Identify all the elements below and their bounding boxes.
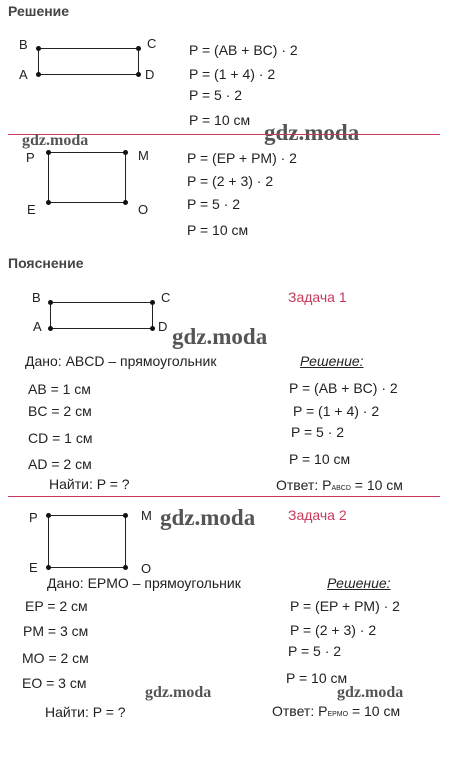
vertex-label-b: B bbox=[32, 290, 41, 305]
watermark: gdz.moda bbox=[22, 132, 89, 149]
formula-line: P = 5 · 2 bbox=[187, 196, 241, 212]
solution-step: P = 10 см bbox=[286, 670, 348, 686]
vertex-label-d: D bbox=[145, 67, 155, 82]
vertex-label-a: A bbox=[19, 67, 28, 82]
formula-line: P = 10 см bbox=[189, 112, 251, 128]
separator-line bbox=[8, 496, 440, 497]
solution-step: P = 5 · 2 bbox=[288, 643, 342, 659]
find-text: Найти: P = ? bbox=[49, 476, 130, 492]
formula-line: P = 10 см bbox=[187, 222, 249, 238]
watermark: gdz.moda bbox=[264, 120, 360, 145]
answer-text: Ответ: PEPMO = 10 см bbox=[272, 703, 401, 719]
given-text: Дано: ABCD – прямоугольник bbox=[25, 353, 217, 369]
vertex-label-o: O bbox=[138, 202, 149, 217]
given-value: AD = 2 см bbox=[28, 456, 92, 472]
vertex-label-e: E bbox=[29, 560, 38, 575]
solution-step: P = (EP + PM) · 2 bbox=[290, 598, 400, 614]
formula-line: P = (AB + BC) · 2 bbox=[189, 42, 298, 58]
vertex-label-m: M bbox=[138, 148, 149, 163]
watermark: gdz.moda bbox=[172, 324, 268, 349]
vertex-label-c: C bbox=[147, 36, 157, 51]
watermark: gdz.moda bbox=[160, 505, 256, 530]
solution-label: Решение: bbox=[327, 575, 391, 591]
section-heading-explanation: Пояснение bbox=[8, 255, 84, 271]
solution-step: P = (2 + 3) · 2 bbox=[290, 622, 377, 638]
vertex-label-d: D bbox=[158, 319, 168, 334]
solution-step: P = 5 · 2 bbox=[291, 424, 345, 440]
vertex-label-e: E bbox=[27, 202, 36, 217]
given-value: BC = 2 см bbox=[28, 403, 92, 419]
vertex-label-b: B bbox=[19, 37, 28, 52]
answer-text: Ответ: PABCD = 10 см bbox=[276, 477, 403, 493]
task-title: Задача 1 bbox=[288, 289, 347, 305]
solution-label: Решение: bbox=[300, 353, 364, 369]
vertex-label-p: P bbox=[26, 150, 35, 165]
given-value: PM = 3 см bbox=[23, 623, 89, 639]
vertex-label-m: M bbox=[141, 508, 152, 523]
vertex-label-p: P bbox=[29, 510, 38, 525]
solution-step: P = (1 + 4) · 2 bbox=[293, 403, 380, 419]
given-value: AB = 1 см bbox=[28, 381, 91, 397]
watermark: gdz.moda bbox=[337, 684, 404, 701]
watermark: gdz.moda bbox=[145, 684, 212, 701]
task-title: Задача 2 bbox=[288, 507, 347, 523]
given-value: EP = 2 см bbox=[25, 598, 88, 614]
solution-step: P = 10 см bbox=[289, 451, 351, 467]
vertex-label-o: O bbox=[141, 561, 152, 576]
formula-line: P = (EP + PM) · 2 bbox=[187, 150, 297, 166]
formula-line: P = (1 + 4) · 2 bbox=[189, 66, 276, 82]
given-value: MO = 2 см bbox=[22, 650, 89, 666]
given-text: Дано: EPMO – прямоугольник bbox=[47, 575, 241, 591]
given-value: EO = 3 см bbox=[22, 675, 87, 691]
formula-line: P = (2 + 3) · 2 bbox=[187, 173, 274, 189]
find-text: Найти: P = ? bbox=[45, 704, 126, 720]
section-heading-solution: Решение bbox=[8, 3, 70, 19]
given-value: CD = 1 см bbox=[28, 430, 93, 446]
vertex-label-c: C bbox=[161, 290, 171, 305]
vertex-label-a: A bbox=[33, 319, 42, 334]
formula-line: P = 5 · 2 bbox=[189, 87, 243, 103]
solution-step: P = (AB + BC) · 2 bbox=[289, 380, 398, 396]
